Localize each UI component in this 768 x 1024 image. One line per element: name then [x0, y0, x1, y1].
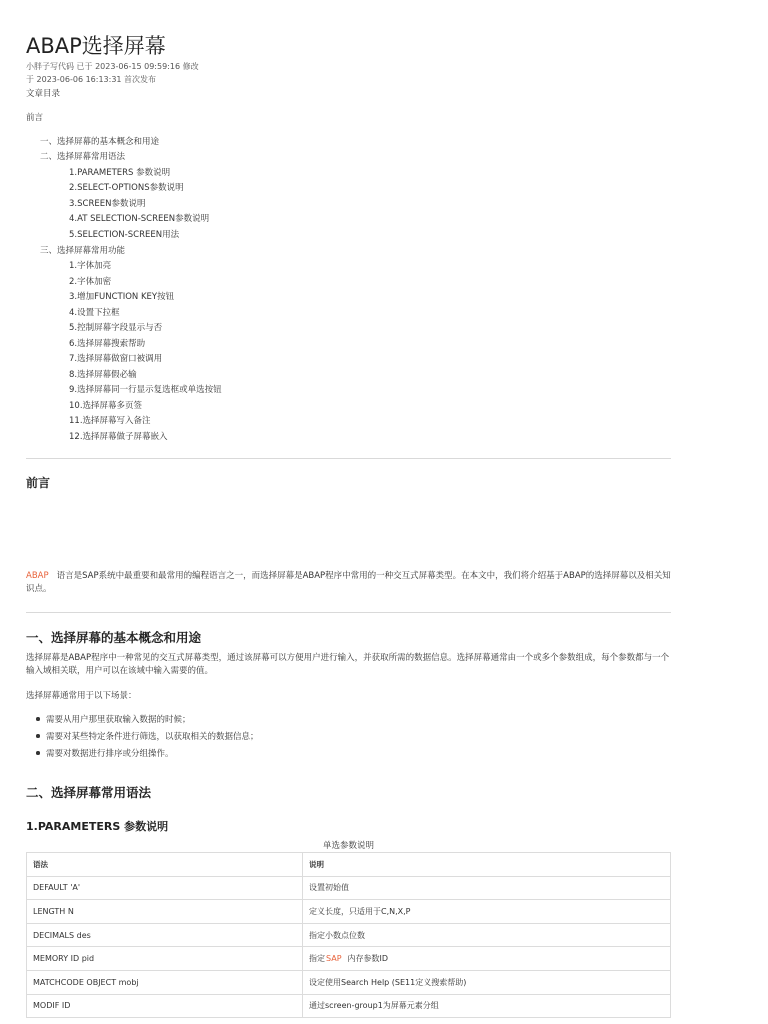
bullet-list	[36, 713, 259, 764]
list-item: 需要对数据进行排序或分组操作。	[36, 747, 259, 764]
bullet-dot-icon	[36, 751, 40, 755]
table-row	[27, 994, 671, 1018]
table-cell: MATCHCODE OBJECT mobj	[27, 970, 303, 994]
table-cell: 通过screen-group1为屏幕元素分组	[303, 994, 671, 1018]
subsection-heading: 1.PARAMETERS 参数说明	[26, 820, 169, 833]
table-cell: 指定SAP 内存参数ID	[303, 947, 671, 971]
table-cell: LENGTH N	[27, 900, 303, 924]
table-cell: MODIF ID	[27, 994, 303, 1018]
preface-paragraph	[26, 570, 671, 596]
toc-item-preface[interactable]: 前言	[26, 113, 44, 123]
section-heading: 二、选择屏幕常用语法	[26, 785, 152, 800]
toc-item[interactable]: 2.SELECT-OPTIONS参数说明	[69, 183, 184, 193]
article-meta-published: 于 2023-06-06 16:13:31 首次发布	[26, 75, 157, 84]
table-cell: 设置初始值	[303, 876, 671, 900]
table-row	[27, 947, 671, 971]
section-heading: 一、选择屏幕的基本概念和用途	[26, 630, 202, 645]
toc-item[interactable]: 3.增加FUNCTION KEY按钮	[69, 292, 175, 302]
toc-item[interactable]: 二、选择屏幕常用语法	[40, 152, 126, 162]
preface-text: 语言是SAP系统中最重要和最常用的编程语言之一，而选择屏幕是ABAP程序中常用的一种交互式屏幕类型。在本文中，我们将介绍基于ABAP的选择屏幕以及相关知识点。	[26, 571, 671, 594]
divider	[26, 458, 671, 459]
bullet-dot-icon	[36, 734, 40, 738]
table-row	[27, 876, 671, 900]
table-header-cell: 说明	[303, 853, 671, 877]
table-row	[27, 970, 671, 994]
table-cell: DEFAULT 'A'	[27, 876, 303, 900]
toc-item[interactable]: 一、选择屏幕的基本概念和用途	[40, 137, 160, 147]
toc-item[interactable]: 1.PARAMETERS 参数说明	[69, 168, 171, 178]
table-header-cell: 语法	[27, 853, 303, 877]
sap-link[interactable]: SAP	[326, 954, 342, 964]
list-item: 需要从用户那里获取输入数据的时候；	[36, 713, 259, 730]
divider	[26, 612, 671, 613]
toc-item[interactable]: 6.选择屏幕搜索帮助	[69, 339, 146, 349]
toc-item[interactable]: 10.选择屏幕多页签	[69, 401, 143, 411]
toc-label: 文章目录	[26, 89, 61, 99]
bullet-dot-icon	[36, 717, 40, 721]
toc-item[interactable]: 7.选择屏幕做窗口被调用	[69, 354, 163, 364]
toc-item[interactable]: 12.选择屏幕做子屏幕嵌入	[69, 432, 168, 442]
toc-item[interactable]: 2.字体加密	[69, 277, 112, 287]
article-title: ABAP选择屏幕	[26, 34, 166, 58]
preface-heading: 前言	[26, 476, 51, 490]
toc-item[interactable]: 1.字体加亮	[69, 261, 112, 271]
toc-item[interactable]: 5.控制屏幕字段显示与否	[69, 323, 163, 333]
table-row	[27, 900, 671, 924]
table-cell: MEMORY ID pid	[27, 947, 303, 971]
abap-link[interactable]: ABAP	[26, 571, 49, 581]
table-row	[27, 923, 671, 947]
table-caption: 单选参数说明	[322, 841, 374, 851]
table-cell: 定义长度，只适用于C,N,X,P	[303, 900, 671, 924]
toc-item[interactable]: 8.选择屏幕假必输	[69, 370, 137, 380]
parameters-table	[26, 852, 671, 1018]
toc-item[interactable]: 9.选择屏幕同一行显示复选框或单选按钮	[69, 385, 222, 395]
section-paragraph: 选择屏幕通常用于以下场景：	[26, 691, 137, 701]
list-item: 需要对某些特定条件进行筛选，以获取相关的数据信息；	[36, 730, 259, 747]
section-paragraph: 选择屏幕是ABAP程序中一种常见的交互式屏幕类型，通过该屏幕可以方便用户进行输入，并获取所需的数据信息。选择屏幕通常由一个或多个参数组成，每个参数都与一个输入域相关联，用户可以在该域中输入需要的值。	[26, 653, 670, 676]
toc-item[interactable]: 三、选择屏幕常用功能	[40, 246, 126, 256]
toc-item[interactable]: 5.SELECTION-SCREEN用法	[69, 230, 180, 240]
table-cell: 设定使用Search Help (SE11定义搜索帮助)	[303, 970, 671, 994]
table-cell: DECIMALS des	[27, 923, 303, 947]
toc-item[interactable]: 4.设置下拉框	[69, 308, 120, 318]
table-header-row	[27, 853, 671, 877]
toc-item[interactable]: 3.SCREEN参数说明	[69, 199, 146, 209]
table-cell: 指定小数点位数	[303, 923, 671, 947]
toc-item[interactable]: 4.AT SELECTION-SCREEN参数说明	[69, 214, 210, 224]
toc-item[interactable]: 11.选择屏幕写入备注	[69, 416, 151, 426]
article-meta-modified: 小胖子写代码 已于 2023-06-15 09:59:16 修改	[26, 62, 199, 71]
